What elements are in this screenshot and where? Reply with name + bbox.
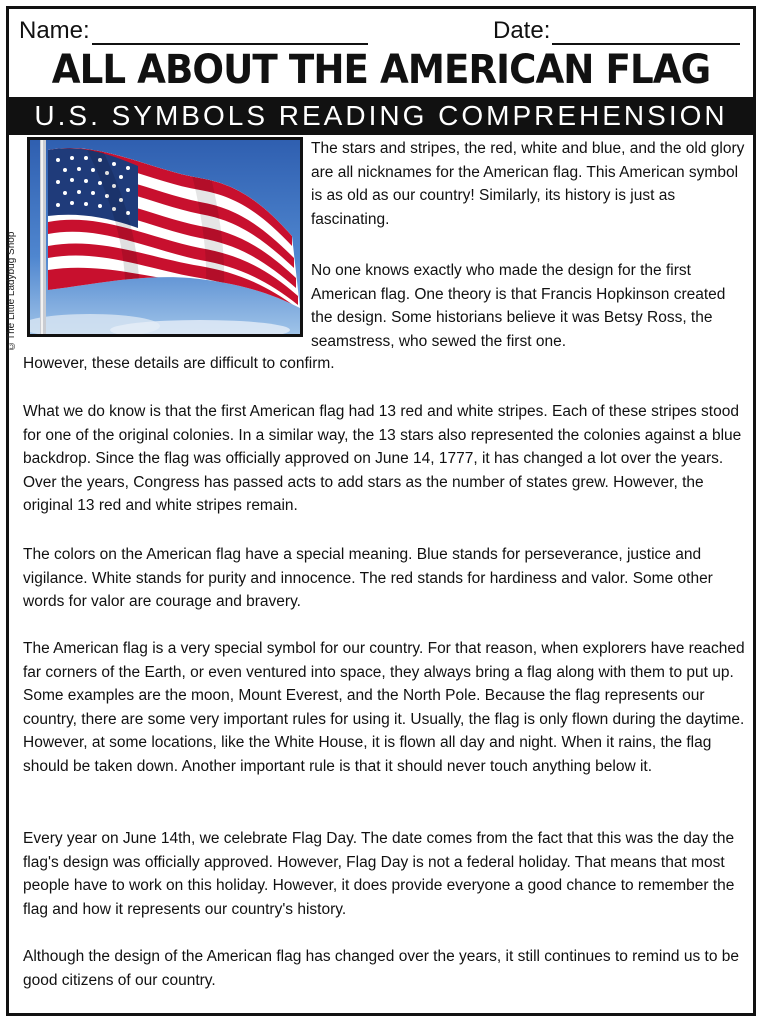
paragraph-2-continued: However, these details are difficult to confirm. — [23, 355, 335, 372]
paragraph-4: The colors on the American flag have a special meaning. Blue stands for perseverance, justice and vigilance. White stands for purity and innocence. The red stands for hardiness and valor. Some other words for valor are courage and bravery. — [23, 546, 713, 610]
paragraph-7: Although the design of the American flag has changed over the years, it still continues to remind us to be good citizens of our country. — [23, 948, 740, 989]
paragraph-5: The American flag is a very special symbol for our country. For that reason, when explorers have reached far corners of the Earth, or even ventured into space, they always bring a flag along with them to put up. Some examples are the moon, Mount Everest, and the North Pole. Because the flag represents our country, there are some very important rules for using it. Usually, the flag is only flown during the daytime. However, at some locations, like the White House, it is flown all day and night. When it rains, the flag should be taken down. Another important rule is that it should never touch anything below it. — [23, 640, 745, 775]
subtitle-banner: U.S. SYMBOLS READING COMPREHENSION — [9, 97, 753, 135]
header-row — [9, 11, 753, 49]
image-credit: ©The Little Ladybug Shop — [6, 231, 17, 351]
paragraph-3: What we do know is that the first American flag had 13 red and white stripes. Each of these stripes stood for one of the original colonies. In a similar way, the 13 stars also represented the colonies against a blue backdrop. Since the flag was officially approved on June 14, 1777, it has changed a lot over the years. Over the years, Congress has passed acts to add stars as the number of states grew. However, the original 13 red and white stripes remain. — [23, 403, 742, 514]
date-blank-line[interactable] — [552, 19, 740, 45]
name-label: Name: — [19, 17, 90, 44]
page-title: ALL ABOUT THE AMERICAN FLAG — [51, 47, 711, 93]
american-flag-photo — [27, 137, 303, 337]
flag-image — [30, 140, 300, 334]
name-blank-line[interactable] — [92, 19, 368, 45]
paragraph-6: Every year on June 14th, we celebrate Flag Day. The date comes from the fact that this was the day the flag's design was officially approved. However, Flag Day is not a federal holiday. That means that most people have to work on this holiday. However, it does provide everyone a good chance to remember the flag and how it represents our country's history. — [23, 830, 735, 918]
paragraph-2: No one knows exactly who made the design for the first American flag. One theory is that Francis Hopkinson created the design. Some historians believe it was Betsy Ross, the seamstress, who sewed the first one. — [311, 262, 726, 350]
date-field[interactable] — [493, 17, 740, 45]
date-label: Date: — [493, 17, 551, 44]
paragraph-1: The stars and stripes, the red, white and blue, and the old glory are all nicknames for the American flag. This American symbol is as old as our country! Similarly, its history is just as fascinating. — [311, 140, 745, 228]
worksheet-page — [6, 6, 756, 1016]
name-field[interactable] — [19, 17, 368, 45]
